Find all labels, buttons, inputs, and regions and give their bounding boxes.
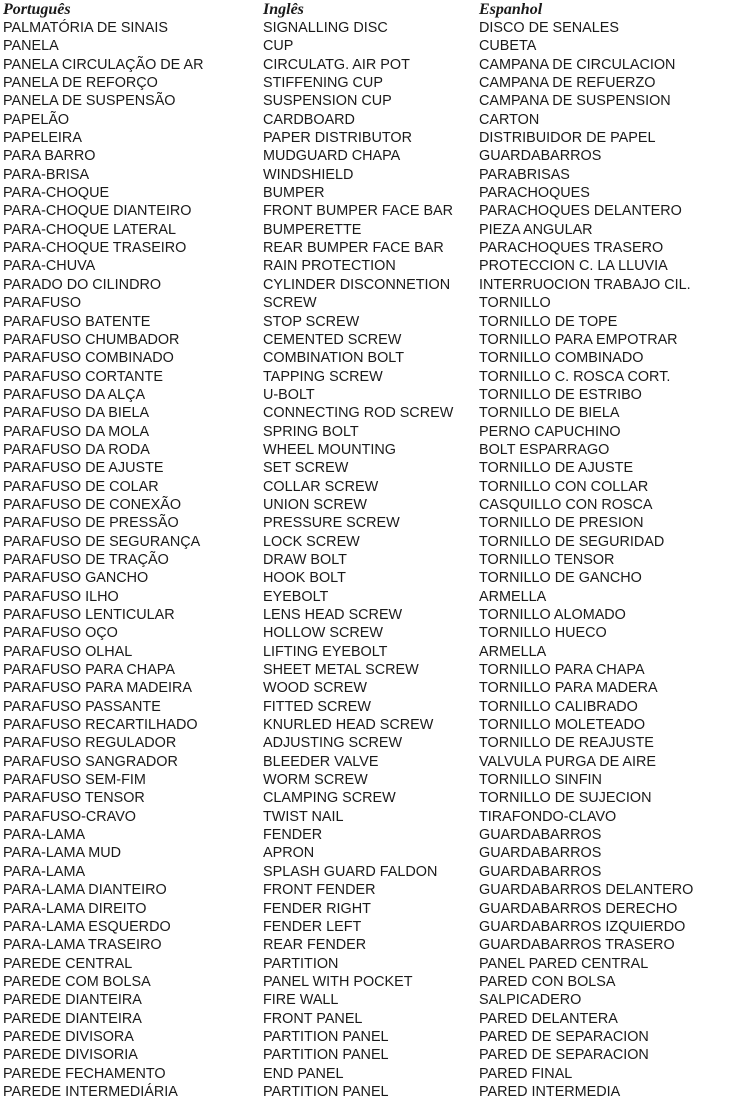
term-english: CARDBOARD bbox=[263, 111, 355, 128]
term-spanish: PARED CON BOLSA bbox=[479, 973, 616, 990]
term-english: LIFTING EYEBOLT bbox=[263, 643, 388, 660]
term-portuguese: PARAFUSO-CRAVO bbox=[3, 808, 136, 825]
term-portuguese: PARA-LAMA TRASEIRO bbox=[3, 937, 162, 954]
glossary-row bbox=[3, 789, 747, 807]
glossary-row bbox=[3, 514, 747, 532]
term-portuguese: PARA-LAMA DIREITO bbox=[3, 900, 147, 917]
term-portuguese: PARAFUSO REGULADOR bbox=[3, 735, 177, 752]
term-spanish: TORNILLO DE SUJECION bbox=[479, 790, 652, 807]
term-spanish: TORNILLO DE SEGURIDAD bbox=[479, 533, 665, 550]
glossary-row bbox=[3, 881, 747, 899]
term-spanish: ARMELLA bbox=[479, 643, 547, 660]
term-portuguese: PAREDE CENTRAL bbox=[3, 955, 133, 972]
term-portuguese: PARAFUSO GANCHO bbox=[3, 570, 149, 587]
term-english: REAR BUMPER FACE BAR bbox=[263, 240, 444, 257]
glossary-row bbox=[3, 368, 747, 386]
term-portuguese: PARAFUSO DA RODA bbox=[3, 441, 150, 458]
term-spanish: PANEL PARED CENTRAL bbox=[479, 955, 649, 972]
glossary-row bbox=[3, 92, 747, 110]
header-portuguese: Português bbox=[3, 1, 71, 18]
glossary-row bbox=[3, 496, 747, 514]
term-spanish: TORNILLO HUECO bbox=[479, 625, 607, 642]
term-english: WORM SCREW bbox=[263, 772, 368, 789]
term-portuguese: PARA-CHUVA bbox=[3, 258, 96, 275]
glossary-row bbox=[3, 606, 747, 624]
term-spanish: PARED DE SEPARACION bbox=[479, 1028, 649, 1045]
term-portuguese: PAPELÃO bbox=[3, 111, 70, 128]
term-english: EYEBOLT bbox=[263, 588, 329, 605]
term-portuguese: PARAFUSO OLHAL bbox=[3, 643, 133, 660]
term-spanish: TORNILLO DE GANCHO bbox=[479, 570, 642, 587]
term-spanish: GUARDABARROS DELANTERO bbox=[479, 882, 694, 899]
term-english: FIRE WALL bbox=[263, 992, 339, 1009]
term-portuguese: PARA-LAMA bbox=[3, 863, 86, 880]
term-portuguese: PANELA DE REFORÇO bbox=[3, 75, 158, 92]
term-portuguese: PARAFUSO BATENTE bbox=[3, 313, 151, 330]
term-spanish: PERNO CAPUCHINO bbox=[479, 423, 621, 440]
term-spanish: GUARDABARROS IZQUIERDO bbox=[479, 918, 686, 935]
glossary-row bbox=[3, 551, 747, 569]
term-spanish: GUARDABARROS bbox=[479, 863, 602, 880]
glossary-row bbox=[3, 679, 747, 697]
term-english: UNION SCREW bbox=[263, 496, 367, 513]
glossary-row bbox=[3, 37, 747, 55]
term-spanish: TORNILLO TENSOR bbox=[479, 551, 615, 568]
term-spanish: CAMPANA DE CIRCULACION bbox=[479, 56, 676, 73]
term-spanish: TORNILLO PARA EMPOTRAR bbox=[479, 331, 678, 348]
term-spanish: SALPICADERO bbox=[479, 992, 582, 1009]
glossary-row bbox=[3, 221, 747, 239]
term-portuguese: PARA-CHOQUE TRASEIRO bbox=[3, 240, 187, 257]
term-portuguese: PARAFUSO DE TRAÇÃO bbox=[3, 551, 169, 568]
term-spanish: TORNILLO bbox=[479, 295, 551, 312]
glossary-row bbox=[3, 331, 747, 349]
glossary-row bbox=[3, 478, 747, 496]
term-english: REAR FENDER bbox=[263, 937, 367, 954]
term-portuguese: PARAFUSO TENSOR bbox=[3, 790, 145, 807]
term-portuguese: PARAFUSO CORTANTE bbox=[3, 368, 163, 385]
glossary-row bbox=[3, 313, 747, 331]
term-portuguese: PAREDE COM BOLSA bbox=[3, 973, 151, 990]
glossary-row bbox=[3, 74, 747, 92]
term-english: SIGNALLING DISC bbox=[263, 20, 388, 36]
term-portuguese: PARA-BRISA bbox=[3, 166, 90, 183]
term-english: DRAW BOLT bbox=[263, 551, 347, 568]
term-english: BUMPER bbox=[263, 185, 325, 202]
term-spanish: GUARDABARROS bbox=[479, 148, 602, 165]
term-spanish: TORNILLO PARA MADERA bbox=[479, 680, 658, 697]
term-portuguese: PANELA CIRCULAÇÃO DE AR bbox=[3, 56, 204, 73]
term-english: RAIN PROTECTION bbox=[263, 258, 396, 275]
term-spanish: TORNILLO PARA CHAPA bbox=[479, 662, 645, 679]
glossary-row bbox=[3, 973, 747, 991]
term-spanish: TORNILLO DE AJUSTE bbox=[479, 460, 634, 477]
glossary-row bbox=[3, 1010, 747, 1028]
term-english: COLLAR SCREW bbox=[263, 478, 379, 495]
glossary-row bbox=[3, 918, 747, 936]
term-english: WOOD SCREW bbox=[263, 680, 367, 697]
term-english: CLAMPING SCREW bbox=[263, 790, 396, 807]
term-spanish: TORNILLO ALOMADO bbox=[479, 607, 626, 623]
term-portuguese: PARAFUSO DA MOLA bbox=[3, 423, 150, 440]
term-portuguese: PAREDE DIANTEIRA bbox=[3, 1010, 142, 1027]
term-english: SET SCREW bbox=[263, 460, 349, 477]
term-english: SHEET METAL SCREW bbox=[263, 662, 419, 679]
term-spanish: PARABRISAS bbox=[479, 166, 570, 183]
term-portuguese: PANELA DE SUSPENSÃO bbox=[3, 93, 176, 110]
glossary-rows bbox=[3, 19, 747, 1101]
term-english: PAPER DISTRIBUTOR bbox=[263, 130, 412, 147]
term-portuguese: PARAFUSO COMBINADO bbox=[3, 350, 174, 367]
glossary-row bbox=[3, 643, 747, 661]
term-portuguese: PARA-LAMA bbox=[3, 827, 86, 844]
term-english: LENS HEAD SCREW bbox=[263, 607, 403, 623]
term-portuguese: PAPELEIRA bbox=[3, 130, 82, 147]
term-portuguese: PARA-CHOQUE DIANTEIRO bbox=[3, 203, 192, 220]
term-spanish: TORNILLO DE PRESION bbox=[479, 515, 644, 532]
glossary-row bbox=[3, 202, 747, 220]
term-spanish: TORNILLO DE ESTRIBO bbox=[479, 386, 642, 403]
term-portuguese: PARAFUSO LENTICULAR bbox=[3, 607, 175, 623]
term-spanish: PIEZA ANGULAR bbox=[479, 221, 593, 238]
glossary-row bbox=[3, 1065, 747, 1083]
glossary-row bbox=[3, 129, 747, 147]
term-portuguese: PAREDE DIVISORA bbox=[3, 1028, 134, 1045]
term-portuguese: PARA BARRO bbox=[3, 148, 96, 165]
term-portuguese: PARAFUSO DE COLAR bbox=[3, 478, 159, 495]
glossary-row bbox=[3, 716, 747, 734]
glossary-row bbox=[3, 166, 747, 184]
term-english: FENDER LEFT bbox=[263, 918, 362, 935]
term-english: APRON bbox=[263, 845, 315, 862]
term-spanish: INTERRUOCION TRABAJO CIL. bbox=[479, 276, 691, 293]
glossary-row bbox=[3, 771, 747, 789]
term-portuguese: PARAFUSO bbox=[3, 295, 82, 312]
term-portuguese: PARA-LAMA MUD bbox=[3, 845, 122, 862]
glossary-row bbox=[3, 294, 747, 312]
term-portuguese: PAREDE DIVISORIA bbox=[3, 1047, 138, 1064]
term-spanish: PARACHOQUES TRASERO bbox=[479, 240, 664, 257]
glossary-row bbox=[3, 1028, 747, 1046]
term-portuguese: PANELA bbox=[3, 38, 59, 55]
term-spanish: DISCO DE SENALES bbox=[479, 20, 619, 36]
glossary-row bbox=[3, 19, 747, 37]
glossary-row bbox=[3, 808, 747, 826]
term-spanish: CUBETA bbox=[479, 38, 537, 55]
term-english: BLEEDER VALVE bbox=[263, 753, 379, 770]
term-english: PARTITION PANEL bbox=[263, 1028, 389, 1045]
glossary-row bbox=[3, 661, 747, 679]
glossary-row bbox=[3, 698, 747, 716]
term-english: FENDER bbox=[263, 827, 323, 844]
term-spanish: PARED INTERMEDIA bbox=[479, 1083, 621, 1100]
header-english: Inglês bbox=[263, 1, 304, 18]
term-spanish: CASQUILLO CON ROSCA bbox=[479, 496, 653, 513]
term-english: SPLASH GUARD FALDON bbox=[263, 863, 438, 880]
glossary-row bbox=[3, 900, 747, 918]
term-portuguese: PARAFUSO RECARTILHADO bbox=[3, 717, 198, 734]
glossary-row bbox=[3, 569, 747, 587]
term-english: SUSPENSION CUP bbox=[263, 93, 392, 110]
term-portuguese: PARA-LAMA ESQUERDO bbox=[3, 918, 171, 935]
glossary-row bbox=[3, 624, 747, 642]
glossary-row bbox=[3, 826, 747, 844]
term-spanish: CARTON bbox=[479, 111, 540, 128]
glossary-table bbox=[3, 0, 747, 1101]
term-spanish: VALVULA PURGA DE AIRE bbox=[479, 753, 657, 770]
glossary-row bbox=[3, 533, 747, 551]
term-english: TWIST NAIL bbox=[263, 808, 344, 825]
term-portuguese: PARAFUSO PARA MADEIRA bbox=[3, 680, 192, 697]
term-english: CONNECTING ROD SCREW bbox=[263, 405, 454, 422]
term-portuguese: PARAFUSO DE PRESSÃO bbox=[3, 515, 179, 532]
term-english: FRONT FENDER bbox=[263, 882, 376, 899]
term-english: FENDER RIGHT bbox=[263, 900, 371, 917]
term-portuguese: PARAFUSO DE AJUSTE bbox=[3, 460, 164, 477]
term-portuguese: PARA-CHOQUE LATERAL bbox=[3, 221, 176, 238]
term-spanish: TORNILLO CON COLLAR bbox=[479, 478, 649, 495]
term-english: PARTITION PANEL bbox=[263, 1083, 389, 1100]
term-portuguese: PARAFUSO SEM-FIM bbox=[3, 772, 146, 789]
glossary-row bbox=[3, 404, 747, 422]
term-english: PRESSURE SCREW bbox=[263, 515, 400, 532]
term-spanish: GUARDABARROS TRASERO bbox=[479, 937, 675, 954]
term-english: HOOK BOLT bbox=[263, 570, 346, 587]
column-headers bbox=[3, 0, 747, 19]
term-english: END PANEL bbox=[263, 1065, 344, 1082]
term-spanish: TORNILLO DE BIELA bbox=[479, 405, 620, 422]
term-spanish: TORNILLO COMBINADO bbox=[479, 350, 644, 367]
glossary-row bbox=[3, 588, 747, 606]
term-english: SCREW bbox=[263, 295, 317, 312]
term-portuguese: PARAFUSO PASSANTE bbox=[3, 698, 161, 715]
glossary-row bbox=[3, 1046, 747, 1064]
term-portuguese: PARAFUSO ILHO bbox=[3, 588, 119, 605]
glossary-row bbox=[3, 863, 747, 881]
term-portuguese: PARA-LAMA DIANTEIRO bbox=[3, 882, 167, 899]
term-portuguese: PARAFUSO SANGRADOR bbox=[3, 753, 178, 770]
term-portuguese: PARA-CHOQUE bbox=[3, 185, 110, 202]
term-english: TAPPING SCREW bbox=[263, 368, 383, 385]
term-english: STOP SCREW bbox=[263, 313, 360, 330]
glossary-row bbox=[3, 955, 747, 973]
term-english: WINDSHIELD bbox=[263, 166, 354, 183]
term-english: STIFFENING CUP bbox=[263, 75, 383, 92]
glossary-row bbox=[3, 257, 747, 275]
term-portuguese: PARAFUSO CHUMBADOR bbox=[3, 331, 180, 348]
glossary-row bbox=[3, 734, 747, 752]
glossary-row bbox=[3, 844, 747, 862]
term-portuguese: PARAFUSO DA ALÇA bbox=[3, 386, 146, 403]
term-english: COMBINATION BOLT bbox=[263, 350, 404, 367]
term-english: CEMENTED SCREW bbox=[263, 331, 402, 348]
term-english: PARTITION bbox=[263, 955, 339, 972]
term-english: HOLLOW SCREW bbox=[263, 625, 383, 642]
term-portuguese: PAREDE FECHAMENTO bbox=[3, 1065, 166, 1082]
header-spanish: Espanhol bbox=[479, 1, 543, 18]
term-spanish: PARACHOQUES bbox=[479, 185, 590, 202]
term-english: WHEEL MOUNTING bbox=[263, 441, 396, 458]
term-spanish: GUARDABARROS bbox=[479, 827, 602, 844]
glossary-row bbox=[3, 991, 747, 1009]
term-portuguese: PARAFUSO PARA CHAPA bbox=[3, 662, 175, 679]
glossary-row bbox=[3, 276, 747, 294]
term-spanish: ARMELLA bbox=[479, 588, 547, 605]
glossary-row bbox=[3, 459, 747, 477]
glossary-row bbox=[3, 1083, 747, 1101]
term-english: CIRCULATG. AIR POT bbox=[263, 56, 410, 73]
term-spanish: BOLT ESPARRAGO bbox=[479, 441, 610, 458]
term-english: FRONT PANEL bbox=[263, 1010, 363, 1027]
term-spanish: PARED DE SEPARACION bbox=[479, 1047, 649, 1064]
term-english: FRONT BUMPER FACE BAR bbox=[263, 203, 454, 220]
term-spanish: TORNILLO CALIBRADO bbox=[479, 698, 638, 715]
term-portuguese: PARAFUSO OÇO bbox=[3, 625, 118, 642]
term-portuguese: PAREDE DIANTEIRA bbox=[3, 992, 142, 1009]
glossary-row bbox=[3, 349, 747, 367]
term-spanish: PARED DELANTERA bbox=[479, 1010, 618, 1027]
term-spanish: TORNILLO C. ROSCA CORT. bbox=[479, 368, 671, 385]
glossary-row bbox=[3, 111, 747, 129]
term-english: SPRING BOLT bbox=[263, 423, 359, 440]
term-spanish: CAMPANA DE SUSPENSION bbox=[479, 93, 671, 110]
term-english: BUMPERETTE bbox=[263, 221, 362, 238]
term-english: U-BOLT bbox=[263, 386, 315, 403]
glossary-row bbox=[3, 184, 747, 202]
term-portuguese: PALMATÓRIA DE SINAIS bbox=[3, 20, 168, 36]
term-portuguese: PARAFUSO DA BIELA bbox=[3, 405, 150, 422]
term-portuguese: PARAFUSO DE SEGURANÇA bbox=[3, 533, 201, 550]
term-spanish: PROTECCION C. LA LLUVIA bbox=[479, 258, 668, 275]
glossary-row bbox=[3, 147, 747, 165]
term-portuguese: PAREDE INTERMEDIÁRIA bbox=[3, 1083, 178, 1100]
term-spanish: CAMPANA DE REFUERZO bbox=[479, 75, 656, 92]
term-portuguese: PARADO DO CILINDRO bbox=[3, 276, 162, 293]
term-english: CYLINDER DISCONNETION bbox=[263, 276, 451, 293]
term-english: KNURLED HEAD SCREW bbox=[263, 717, 434, 734]
glossary-row bbox=[3, 239, 747, 257]
term-portuguese: PARAFUSO DE CONEXÃO bbox=[3, 496, 182, 513]
glossary-row bbox=[3, 423, 747, 441]
term-english: PANEL WITH POCKET bbox=[263, 973, 413, 990]
term-english: MUDGUARD CHAPA bbox=[263, 148, 401, 165]
term-spanish: GUARDABARROS bbox=[479, 845, 602, 862]
term-spanish: PARED FINAL bbox=[479, 1065, 573, 1082]
term-spanish: TORNILLO SINFIN bbox=[479, 772, 602, 789]
glossary-row bbox=[3, 441, 747, 459]
term-english: LOCK SCREW bbox=[263, 533, 360, 550]
term-spanish: DISTRIBUIDOR DE PAPEL bbox=[479, 130, 656, 147]
term-spanish: TORNILLO DE REAJUSTE bbox=[479, 735, 654, 752]
term-english: FITTED SCREW bbox=[263, 698, 371, 715]
term-spanish: TIRAFONDO-CLAVO bbox=[479, 808, 617, 825]
term-english: PARTITION PANEL bbox=[263, 1047, 389, 1064]
glossary-row bbox=[3, 56, 747, 74]
term-spanish: GUARDABARROS DERECHO bbox=[479, 900, 678, 917]
term-english: ADJUSTING SCREW bbox=[263, 735, 403, 752]
glossary-row bbox=[3, 936, 747, 954]
term-spanish: TORNILLO MOLETEADO bbox=[479, 717, 646, 734]
glossary-row bbox=[3, 753, 747, 771]
glossary-row bbox=[3, 386, 747, 404]
term-spanish: TORNILLO DE TOPE bbox=[479, 313, 618, 330]
term-english: CUP bbox=[263, 38, 294, 55]
term-spanish: PARACHOQUES DELANTERO bbox=[479, 203, 682, 220]
